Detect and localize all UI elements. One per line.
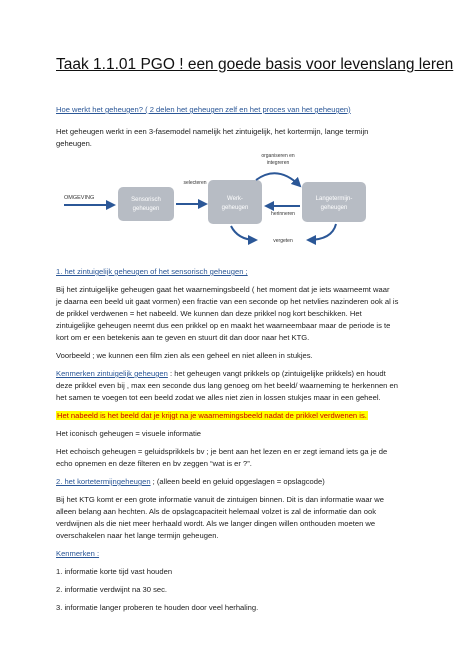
kenmerken-2-heading: Kenmerken : bbox=[56, 549, 100, 558]
paragraph-3-line-2: echo opnemen en deze filteren en bv zeggen “wat is er ?”. bbox=[56, 459, 252, 468]
section-1-heading-text: 1. het zintuigelijk geheugen of het sensorisch geheugen ; bbox=[56, 267, 248, 276]
arrow-vergeten-right bbox=[308, 224, 336, 240]
highlight-line bbox=[56, 410, 426, 422]
kenmerken-line bbox=[56, 368, 426, 380]
question-heading: Hoe werkt het geheugen? ( 2 delen het geheugen zelf en het proces van het geheugen) bbox=[56, 105, 351, 114]
long-term-memory-box bbox=[302, 182, 366, 222]
vergeten-label: vergeten bbox=[273, 238, 293, 244]
box2-line2: geheugen bbox=[221, 205, 249, 211]
paragraph-4-line-4: overschakelen naar het lange termijn geheugen. bbox=[56, 531, 219, 540]
section-2-heading-label: 2. het kortetermijngeheugen bbox=[56, 477, 151, 486]
paragraph-1-line-2: je daarna een beeld uit gaat vormen) een fractie van een seconde op het netvlies nazinderen ook al is bbox=[56, 297, 399, 306]
section-1-heading bbox=[56, 266, 426, 278]
arrow-vergeten-left bbox=[231, 226, 256, 240]
omgeving-label: OMGEVING bbox=[64, 195, 95, 201]
voorbeeld-line: Voorbeeld ; we kunnen een film zien als een geheel en niet alleen in stukjes. bbox=[56, 351, 313, 360]
section-2-heading bbox=[56, 476, 426, 488]
paragraph-1-line-3: de prikkel verdwenen = het nabeeld. We kunnen dan deze prikkel nog kort beschikken. Het bbox=[56, 309, 362, 318]
list-item: 1. informatie korte tijd vast houden bbox=[56, 567, 173, 576]
paragraph-1-line-1: Bij het zintuigelijke geheugen gaat het waarnemingsbeeld ( het moment dat je iets waarneemt waar bbox=[56, 285, 390, 294]
sensory-memory-box bbox=[118, 187, 174, 221]
intro-line-1: Het geheugen werkt in een 3-fasemodel namelijk het zintuigelijk, het kortermijn, lange termijn bbox=[56, 127, 369, 136]
box3-line2: geheugen bbox=[320, 205, 348, 211]
paragraph-4-line-3: verdwijnen als die niet meer herhaald wordt. Als we langer dingen willen onthouden moeten we bbox=[56, 519, 376, 528]
memory-model-diagram bbox=[56, 150, 416, 250]
arrow-organiseren bbox=[256, 173, 300, 186]
page-title: Taak 1.1.01 PGO ! een goede basis voor levenslang leren bbox=[56, 56, 454, 73]
paragraph-1-line-5: kort om er een betekenis aan te geven en stuurt dit dan door naar het KTG. bbox=[56, 333, 310, 342]
box1-line1: Sensorisch bbox=[131, 197, 161, 203]
kenmerken-label: Kenmerken zintuigelijk geheugen bbox=[56, 369, 168, 378]
paragraph-2-line-2: het samen te voegen tot een beeld zodat we alles niet zien in lossen stukjes maar in een geheel. bbox=[56, 393, 381, 402]
list-item: 3. informatie langer proberen te houden door veel herhaling. bbox=[56, 603, 259, 612]
highlighted-text: Het nabeeld is het beeld dat je krijgt na je waarnemingsbeeld nadat de prikkel verdwenen is. bbox=[57, 411, 367, 420]
herinneren-label: herinneren bbox=[271, 211, 295, 217]
organiseren-line1: organiseren en bbox=[261, 153, 295, 159]
kenmerken-rest: : het geheugen vangt prikkels op (zintuigelijke prikkels) en houdt bbox=[167, 369, 386, 378]
organiseren-line2: integreren bbox=[266, 160, 290, 166]
working-memory-box bbox=[208, 180, 262, 224]
paragraph-4-line-2: alleen belang aan hechten. Als de opslagcapaciteit helemaal volzet is zal de informatie dan ook bbox=[56, 507, 376, 516]
box1-line2: geheugen bbox=[132, 206, 160, 212]
paragraph-2-line-1: deze prikkel even bij , max een seconde dus lang genoeg om het beeld/ waarneming te herkennen en bbox=[56, 381, 398, 390]
box3-line1: Langetermijn- bbox=[315, 196, 353, 202]
paragraph-3-line-1: Het echoisch geheugen = geluidsprikkels bv ; je bent aan het lezen en er zegt iemand iets ga je de bbox=[56, 447, 388, 456]
iconisch-line: Het iconisch geheugen = visuele informatie bbox=[56, 429, 202, 438]
list-item: 2. informatie verdwijnt na 30 sec. bbox=[56, 585, 168, 594]
section-2-heading-rest: ; (alleen beeld en geluid opgeslagen = opslagcode) bbox=[150, 477, 325, 486]
box2-line1: Werk- bbox=[227, 196, 243, 202]
selecteren-label: selecteren bbox=[183, 180, 207, 186]
paragraph-1-line-4: zintuigelijke geheugen neemt dus een prikkel op en maakt het waarneembaar maar de periode is te bbox=[56, 321, 391, 330]
intro-line-2: geheugen. bbox=[56, 139, 92, 148]
paragraph-4-line-1: Bij het KTG komt er een grote informatie vanuit de zintuigen binnen. Dit is dan informatie waar we bbox=[56, 495, 384, 504]
